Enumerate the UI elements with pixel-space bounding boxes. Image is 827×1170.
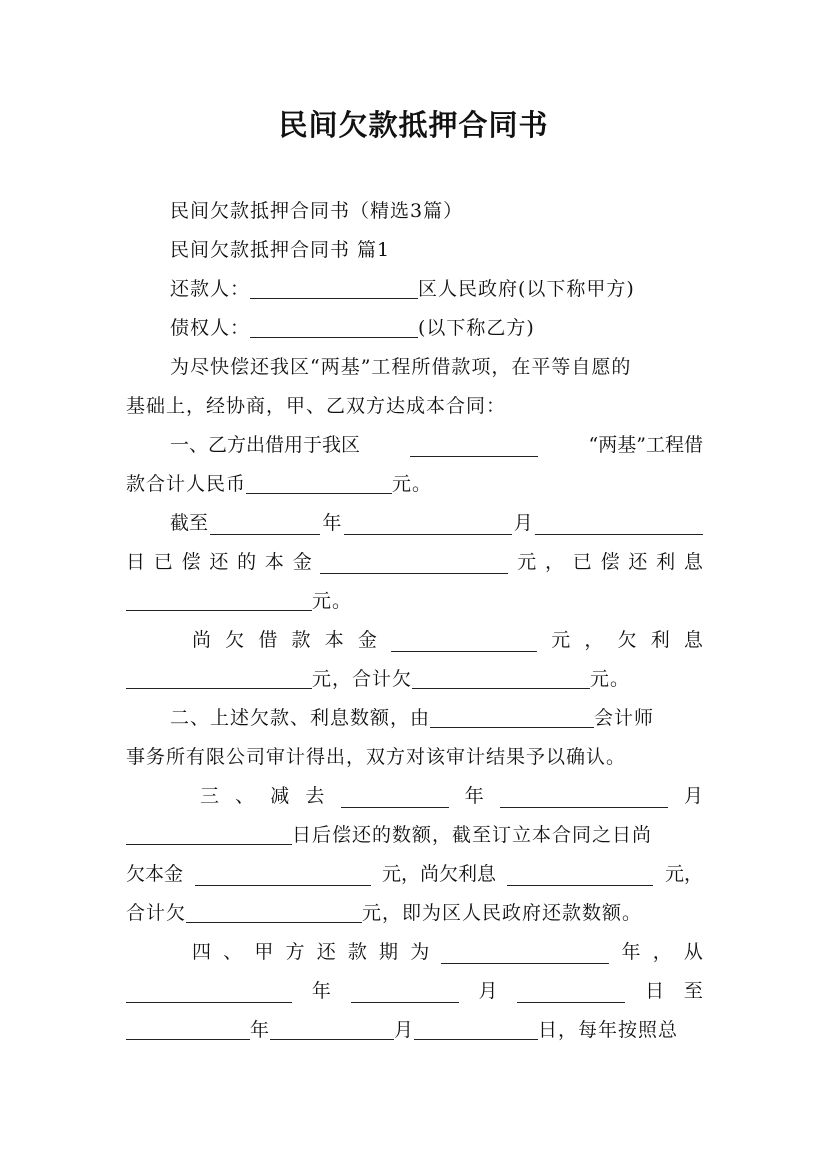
clause3-line-2 [126,816,703,854]
clause1-line-1 [170,426,703,464]
clause3-line-1 [200,777,703,815]
repayer-suffix: 区人民政府(以下称甲方) [418,278,635,300]
clause4-line-2 [126,972,703,1010]
clause1c-blank-3 [412,666,590,689]
clause4-blank-7 [414,1017,538,1040]
clause1c-char: 息 [683,629,703,651]
clause4-char: 还 [316,941,336,963]
clause1-text-d: 元。 [392,473,433,495]
clause4-blank-1 [441,941,609,964]
clause4-blank-4 [517,980,625,1003]
clause1b-char: 本 [264,551,284,573]
clause3-line-3 [126,855,703,893]
clause1c-char: 金 [357,629,377,651]
clause1c-blank-1 [391,629,537,652]
clause4-char: 款 [347,941,367,963]
clause1b-char: 的 [237,551,257,573]
clause1b-line-2 [126,543,703,581]
clause4-char: 四 [192,941,212,963]
clause1b-line-1 [170,504,703,542]
clause3-blank-6 [186,900,362,923]
clause1b-char: 元 [517,551,537,573]
clause3-char: 去 [305,785,325,807]
repayer-line [170,270,703,308]
intro-line: 民间欠款抵押合同书（精选3篇） [170,200,464,222]
clause1b-text: 月 [513,512,533,534]
clause1b-char: 金 [292,551,312,573]
clause1c-char: 借 [258,629,278,651]
clause2-line-2: 事务所有限公司审计得出，双方对该审计结果予以确认。 [126,746,627,768]
creditor-line [170,309,703,347]
clause1c-char: 欠 [617,629,637,651]
clause3-text: 元，尚欠利息 [381,863,496,885]
clause4-text: 日，每年按照总 [538,1019,679,1041]
clause4-char: ， [652,941,672,963]
clause1-text-a: 一、乙方出借用于我区 [170,434,361,456]
clause1b-char: 利 [656,551,676,573]
clause1-text-c: 款合计人民币 [126,473,247,495]
clause4-char: 日 [645,980,665,1002]
clause3-text: 元，即为区人民政府还款数额。 [362,902,643,924]
clause4-char: 月 [478,980,498,1002]
clause1c-char: 元 [551,629,571,651]
clause1b-char: ， [545,551,565,573]
clause1c-text: 元。 [590,668,631,690]
clause2-text-b: 会计师 [594,707,655,729]
repayer-blank [250,276,418,299]
clause1b-blank-3 [535,512,703,535]
clause1c-line-1 [192,621,703,659]
clause1b-char: 息 [683,551,703,573]
preamble-line-1: 为尽快偿还我区“两基”工程所借款项，在平等自愿的 [170,356,632,378]
clause3-char: 三 [200,785,220,807]
clause3-blank-4 [195,863,371,886]
clause1c-blank-2 [126,666,312,689]
clause3-text: 元， [664,863,703,885]
clause3-text: 日后偿还的数额，截至订立本合同之日尚 [292,824,653,846]
clause1b-text: 截至 [170,512,209,534]
clause4-char: 、 [223,941,243,963]
clause1b-char: 偿 [181,551,201,573]
clause1b-char: 偿 [600,551,620,573]
clause4-blank-2 [126,980,292,1003]
document-title: 民间欠款抵押合同书 [278,108,549,142]
clause4-char: 期 [379,941,399,963]
clause1c-char: 本 [324,629,344,651]
clause1b-blank-5 [126,588,312,611]
clause3-line-4 [126,894,703,932]
clause1b-char: 日 [126,551,146,573]
clause1c-text: 元，合计欠 [312,668,413,690]
clause1c-line-2 [126,660,703,698]
clause3-char: 月 [683,785,703,807]
clause1-line-2 [126,465,703,503]
clause3-char: 减 [270,785,290,807]
clause1b-text-end: 元。 [312,590,353,612]
clause1b-blank-1 [210,512,320,535]
clause1c-char: 利 [650,629,670,651]
clause1b-char: 已 [572,551,592,573]
repayer-label: 还款人： [170,278,251,300]
clause4-text: 月 [394,1019,415,1041]
clause1b-char: 还 [628,551,648,573]
clause4-char: 甲 [254,941,274,963]
preamble-line-2: 基础上，经协商，甲、乙双方达成本合同： [126,395,507,417]
clause3-text: 欠本金 [126,863,184,885]
clause4-char: 年 [311,980,331,1002]
clause1-blank-1 [410,434,538,457]
clause4-char: 为 [410,941,430,963]
clause3-blank-1 [341,785,449,808]
clause1b-blank-4 [320,551,508,574]
clause4-line-1 [192,933,703,971]
creditor-label: 债权人： [170,317,251,339]
clause4-text: 年 [250,1019,271,1041]
clause4-blank-6 [270,1017,394,1040]
clause1b-text: 年 [322,512,342,534]
clause1b-blank-2 [344,512,512,535]
clause2-line-1 [170,699,703,737]
clause3-blank-2 [500,785,668,808]
clause3-blank-3 [126,822,292,845]
clause4-char: 方 [285,941,305,963]
clause1b-line-3 [126,582,703,620]
clause3-text: 合计欠 [126,902,187,924]
clause3-char: 年 [464,785,484,807]
clause2-text-a: 二、上述欠款、利息数额，由 [170,707,431,729]
clause1c-char: ， [584,629,604,651]
clause4-char: 从 [683,941,703,963]
clause1b-char: 还 [209,551,229,573]
creditor-blank [250,315,418,338]
clause2-blank [430,705,594,728]
section-heading: 民间欠款抵押合同书 篇1 [170,239,391,261]
clause1-text-b: “两基”工程借 [588,434,703,456]
clause1-blank-2 [246,471,392,494]
clause3-blank-5 [507,863,653,886]
clause4-blank-5 [126,1017,250,1040]
clause4-char: 年 [621,941,641,963]
clause4-line-3 [126,1011,703,1049]
clause4-char: 至 [683,980,703,1002]
creditor-suffix: (以下称乙方) [418,317,535,339]
clause1b-char: 已 [153,551,173,573]
clause4-blank-3 [351,980,459,1003]
clause1c-char: 欠 [225,629,245,651]
clause1c-char: 尚 [192,629,212,651]
clause1c-char: 款 [291,629,311,651]
clause3-char: 、 [235,785,255,807]
